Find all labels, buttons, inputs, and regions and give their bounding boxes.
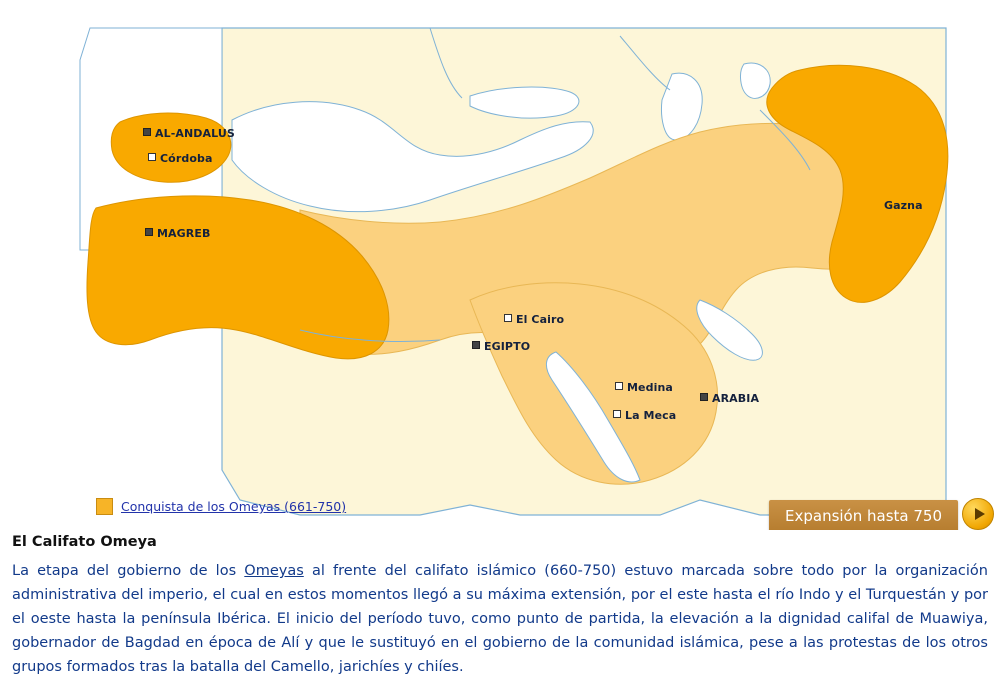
map-label-al-andalus: AL-ANDALUS [143, 128, 235, 140]
expansion-al-andalus [111, 113, 230, 182]
map-legend[interactable] [96, 498, 346, 515]
map-marker-icon [143, 128, 151, 136]
map-marker-icon [613, 410, 621, 418]
map-marker-icon [145, 228, 153, 236]
map-marker-icon [700, 393, 708, 401]
map-label-medina: Medina [615, 382, 673, 394]
map-label-magreb: MAGREB [145, 228, 210, 240]
page-title: El Califato Omeya [12, 534, 157, 550]
caption-text-post: al frente del califato islámico (660-750) estuvo marcada sobre todo por la organización administrativa del imperio, el cual en estos momentos llegó a su máxima extensión, por el este hasta el río Indo y el Turquestán y por el oeste hasta la península Ibérica. El inicio del período tuvo, como punto de partida, la elevación a la dignidad califal de Muawiya, gobernador de Bagdad en época de Alí y que le sustituyó en el gobierno de la comunidad islámica, pese a las protestas de los otros grupos formados tras la batalla del Camello, jarichíes y chiíes. [12, 563, 988, 675]
caption-text [12, 559, 988, 679]
caption-highlight-omeyas: Omeyas [244, 563, 304, 579]
play-arrow-icon [975, 508, 985, 520]
caption-block [0, 530, 1000, 679]
map-label-la-meca: La Meca [613, 410, 676, 422]
sea-aral [741, 63, 771, 98]
map-marker-icon [472, 341, 480, 349]
map-label-cordoba: Córdoba [148, 153, 212, 165]
expansion-banner: Expansión hasta 750 [769, 500, 958, 530]
legend-label[interactable]: Conquista de los Omeyas (661-750) [121, 499, 347, 514]
map-label-gazna: Gazna [884, 199, 923, 212]
map-label-el-cairo: El Cairo [504, 314, 564, 326]
caption-text-pre: La etapa del gobierno de los [12, 563, 245, 579]
map-label-arabia: ARABIA [700, 393, 759, 405]
map-marker-icon [615, 382, 623, 390]
map-marker-icon [148, 153, 156, 161]
legend-swatch-icon [96, 498, 113, 515]
map-marker-icon [504, 314, 512, 322]
map-label-egipto: EGIPTO [472, 341, 530, 353]
next-slide-button[interactable] [962, 498, 994, 530]
